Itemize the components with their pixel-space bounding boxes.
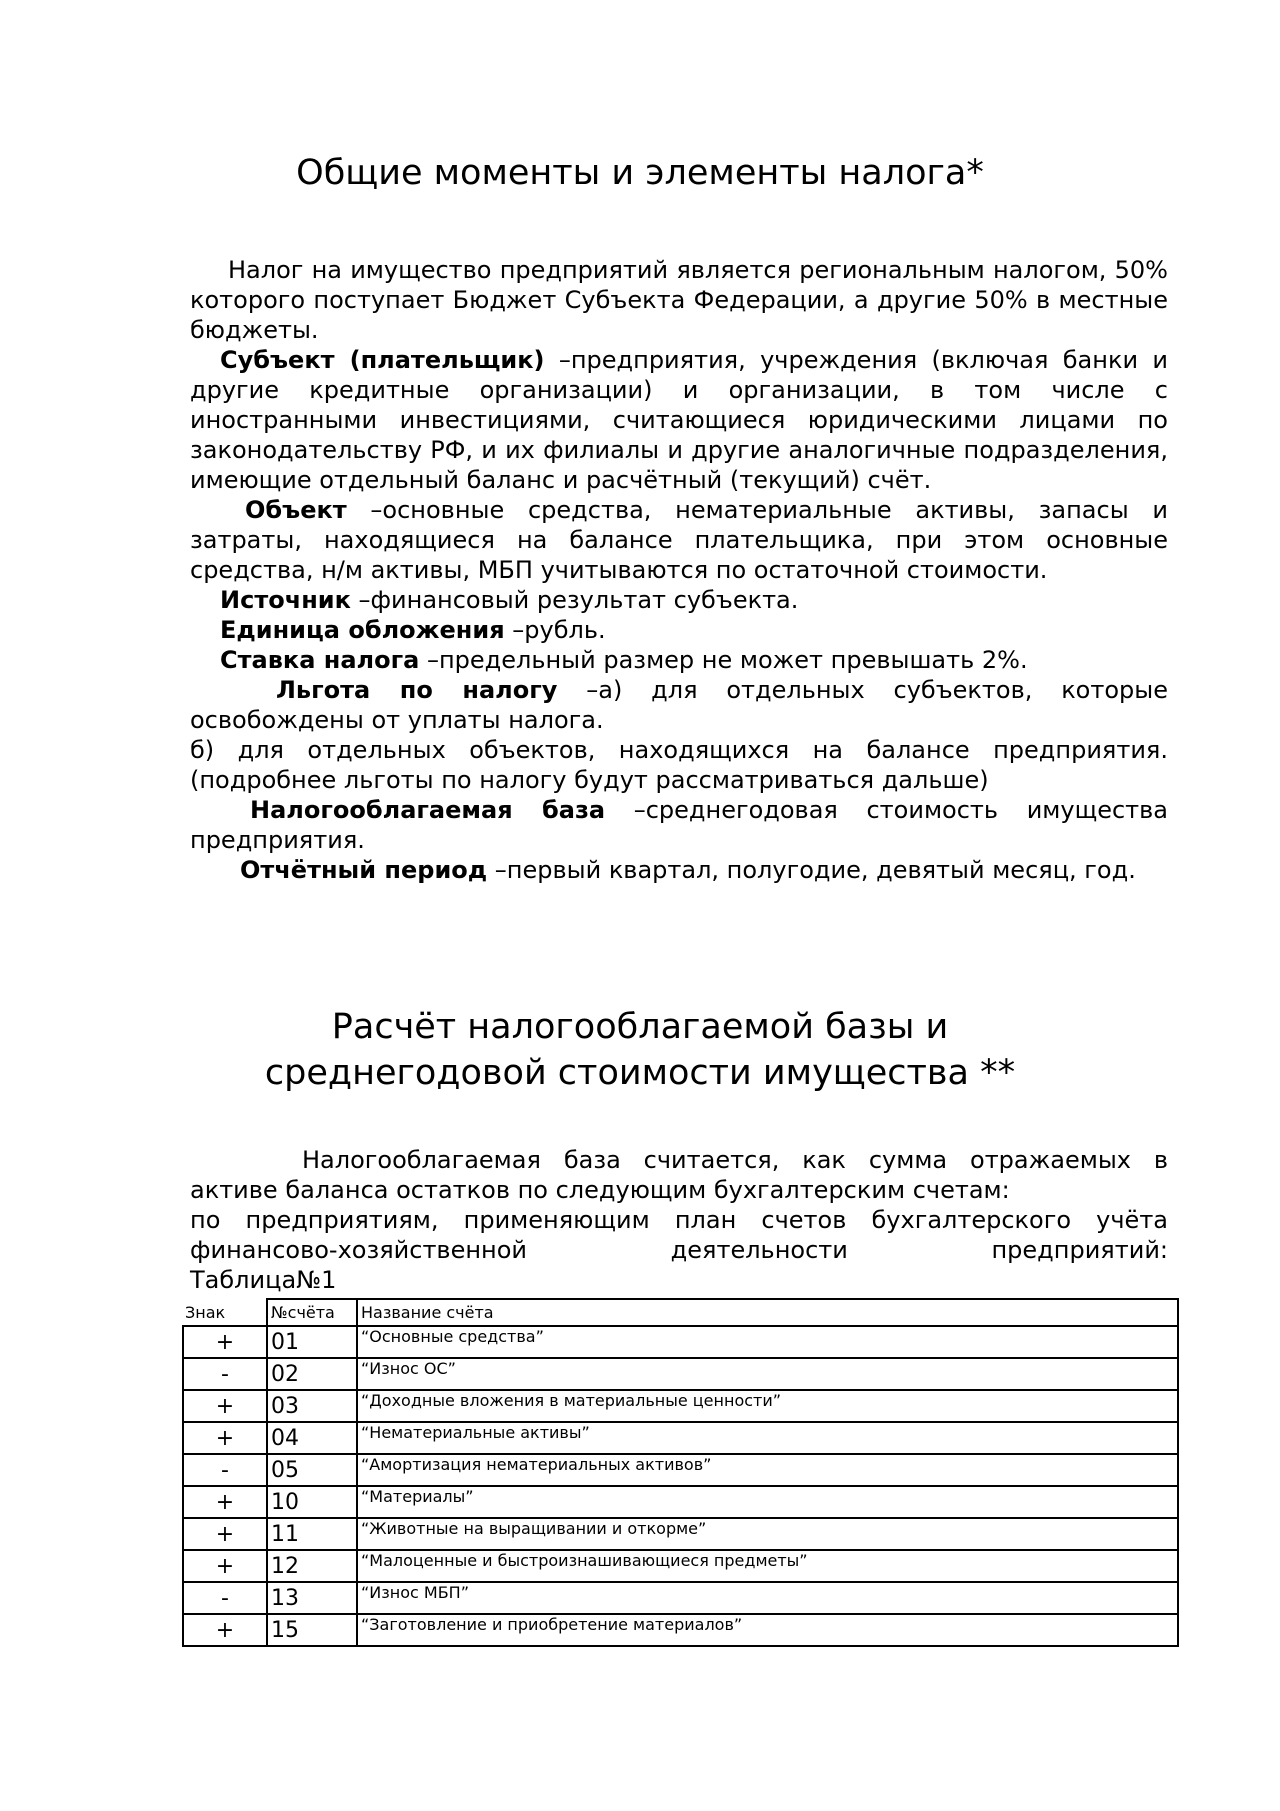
benefit-term: Льгота по налогу: [276, 676, 558, 704]
calculation-section: [190, 1145, 1168, 1295]
row-name: “Материалы”: [357, 1486, 1178, 1518]
table-row: [183, 1582, 1178, 1614]
row-name: “Основные средства”: [357, 1326, 1178, 1358]
row-sign: +: [183, 1518, 267, 1550]
row-name: “Амортизация нематериальных активов”: [357, 1454, 1178, 1486]
row-number: 15: [267, 1614, 357, 1646]
header-name: Название счёта: [357, 1299, 1178, 1326]
section-title-general: Общие моменты и элементы налога*: [296, 153, 984, 193]
table-row: [183, 1358, 1178, 1390]
table-row: [183, 1326, 1178, 1358]
subject-paragraph: [190, 345, 1168, 495]
period-text: –первый квартал, полугодие, девятый месяц, год.: [487, 856, 1136, 884]
row-sign: +: [183, 1390, 267, 1422]
base-paragraph: Налогооблагаемая база считается, как сумма отражаемых в активе баланса остатков по следующим бухгалтерским счетам:: [190, 1146, 1168, 1204]
general-elements-section: [190, 255, 1168, 885]
row-sign: -: [183, 1358, 267, 1390]
unit-paragraph: [190, 615, 1168, 645]
source-paragraph: [190, 585, 1168, 615]
table-row: [183, 1454, 1178, 1486]
period-paragraph: [190, 855, 1168, 885]
benefit-text: –а) для отдельных субъектов, которые освобождены от уплаты налога.: [190, 676, 1168, 734]
row-sign: +: [183, 1326, 267, 1358]
accounts-table: [182, 1298, 1179, 1647]
subject-term: Субъект (плательщик): [220, 346, 545, 374]
object-term: Объект: [245, 496, 347, 524]
row-number: 11: [267, 1518, 357, 1550]
row-number: 10: [267, 1486, 357, 1518]
rate-term: Ставка налога: [220, 646, 420, 674]
header-number: №счёта: [267, 1299, 357, 1326]
row-name: “Доходные вложения в материальные ценности”: [357, 1390, 1178, 1422]
row-number: 05: [267, 1454, 357, 1486]
rate-paragraph: [190, 645, 1168, 675]
base-paragraph-2: по предприятиям, применяющим план счетов бухгалтерского учёта финансово-хозяйственной деятельности предприятий:: [190, 1206, 1168, 1264]
row-number: 13: [267, 1582, 357, 1614]
row-sign: +: [183, 1550, 267, 1582]
table-row: [183, 1486, 1178, 1518]
section-title-calculation: [0, 1004, 1280, 1096]
source-term: Источник: [220, 586, 351, 614]
table-row: [183, 1518, 1178, 1550]
object-paragraph: [190, 495, 1168, 585]
row-name: “Заготовление и приобретение материалов”: [357, 1614, 1178, 1646]
row-number: 03: [267, 1390, 357, 1422]
row-name: “Малоценные и быстроизнашивающиеся предметы”: [357, 1550, 1178, 1582]
table-label: Таблица№1: [190, 1266, 337, 1294]
row-name: “Нематериальные активы”: [357, 1422, 1178, 1454]
benefit-b-paragraph: б) для отдельных объектов, находящихся на балансе предприятия. (подробнее льготы по налогу будут рассматриваться дальше): [190, 736, 1168, 794]
row-sign: -: [183, 1582, 267, 1614]
row-sign: +: [183, 1422, 267, 1454]
row-name: “Животные на выращивании и откорме”: [357, 1518, 1178, 1550]
row-name: “Износ МБП”: [357, 1582, 1178, 1614]
table-row: [183, 1390, 1178, 1422]
object-text: –основные средства, нематериальные активы, запасы и затраты, находящиеся на балансе плательщика, при этом основные средства, н/м активы, МБП учитываются по остаточной стоимости.: [190, 496, 1168, 584]
row-name: “Износ ОС”: [357, 1358, 1178, 1390]
unit-text: –рубль.: [504, 616, 606, 644]
table-row: [183, 1550, 1178, 1582]
row-number: 02: [267, 1358, 357, 1390]
taxbase-text: –среднегодовая стоимость имущества предприятия.: [190, 796, 1168, 854]
taxbase-paragraph: [190, 795, 1168, 855]
period-term: Отчётный период: [240, 856, 488, 884]
intro-paragraph: Налог на имущество предприятий является региональным налогом, 50% которого поступает Бюджет Субъекта Федерации, а другие 50% в местные бюджеты.: [190, 256, 1168, 344]
source-text: –финансовый результат субъекта.: [350, 586, 799, 614]
section-title-calculation-line2: среднегодовой стоимости имущества **: [264, 1053, 1016, 1093]
table-row: [183, 1614, 1178, 1646]
table-header-row: [183, 1299, 1178, 1326]
table-row: [183, 1422, 1178, 1454]
taxbase-term: Налогооблагаемая база: [250, 796, 606, 824]
benefit-paragraph: [190, 675, 1168, 735]
row-sign: +: [183, 1614, 267, 1646]
rate-text: –предельный размер не может превышать 2%.: [419, 646, 1028, 674]
row-sign: -: [183, 1454, 267, 1486]
row-number: 04: [267, 1422, 357, 1454]
header-sign: Знак: [183, 1299, 267, 1326]
row-number: 01: [267, 1326, 357, 1358]
row-sign: +: [183, 1486, 267, 1518]
section-title-calculation-line1: Расчёт налогооблагаемой базы и: [331, 1007, 949, 1047]
subject-text: –предприятия, учреждения (включая банки и другие кредитные организации) и организации, в том числе с иностранными инвестициями, считающиеся юридическими лицами по законодательству РФ, и их филиалы и другие аналогичные подразделения, имеющие отдельный баланс и расчётный (текущий) счёт.: [190, 346, 1168, 494]
unit-term: Единица обложения: [220, 616, 505, 644]
row-number: 12: [267, 1550, 357, 1582]
